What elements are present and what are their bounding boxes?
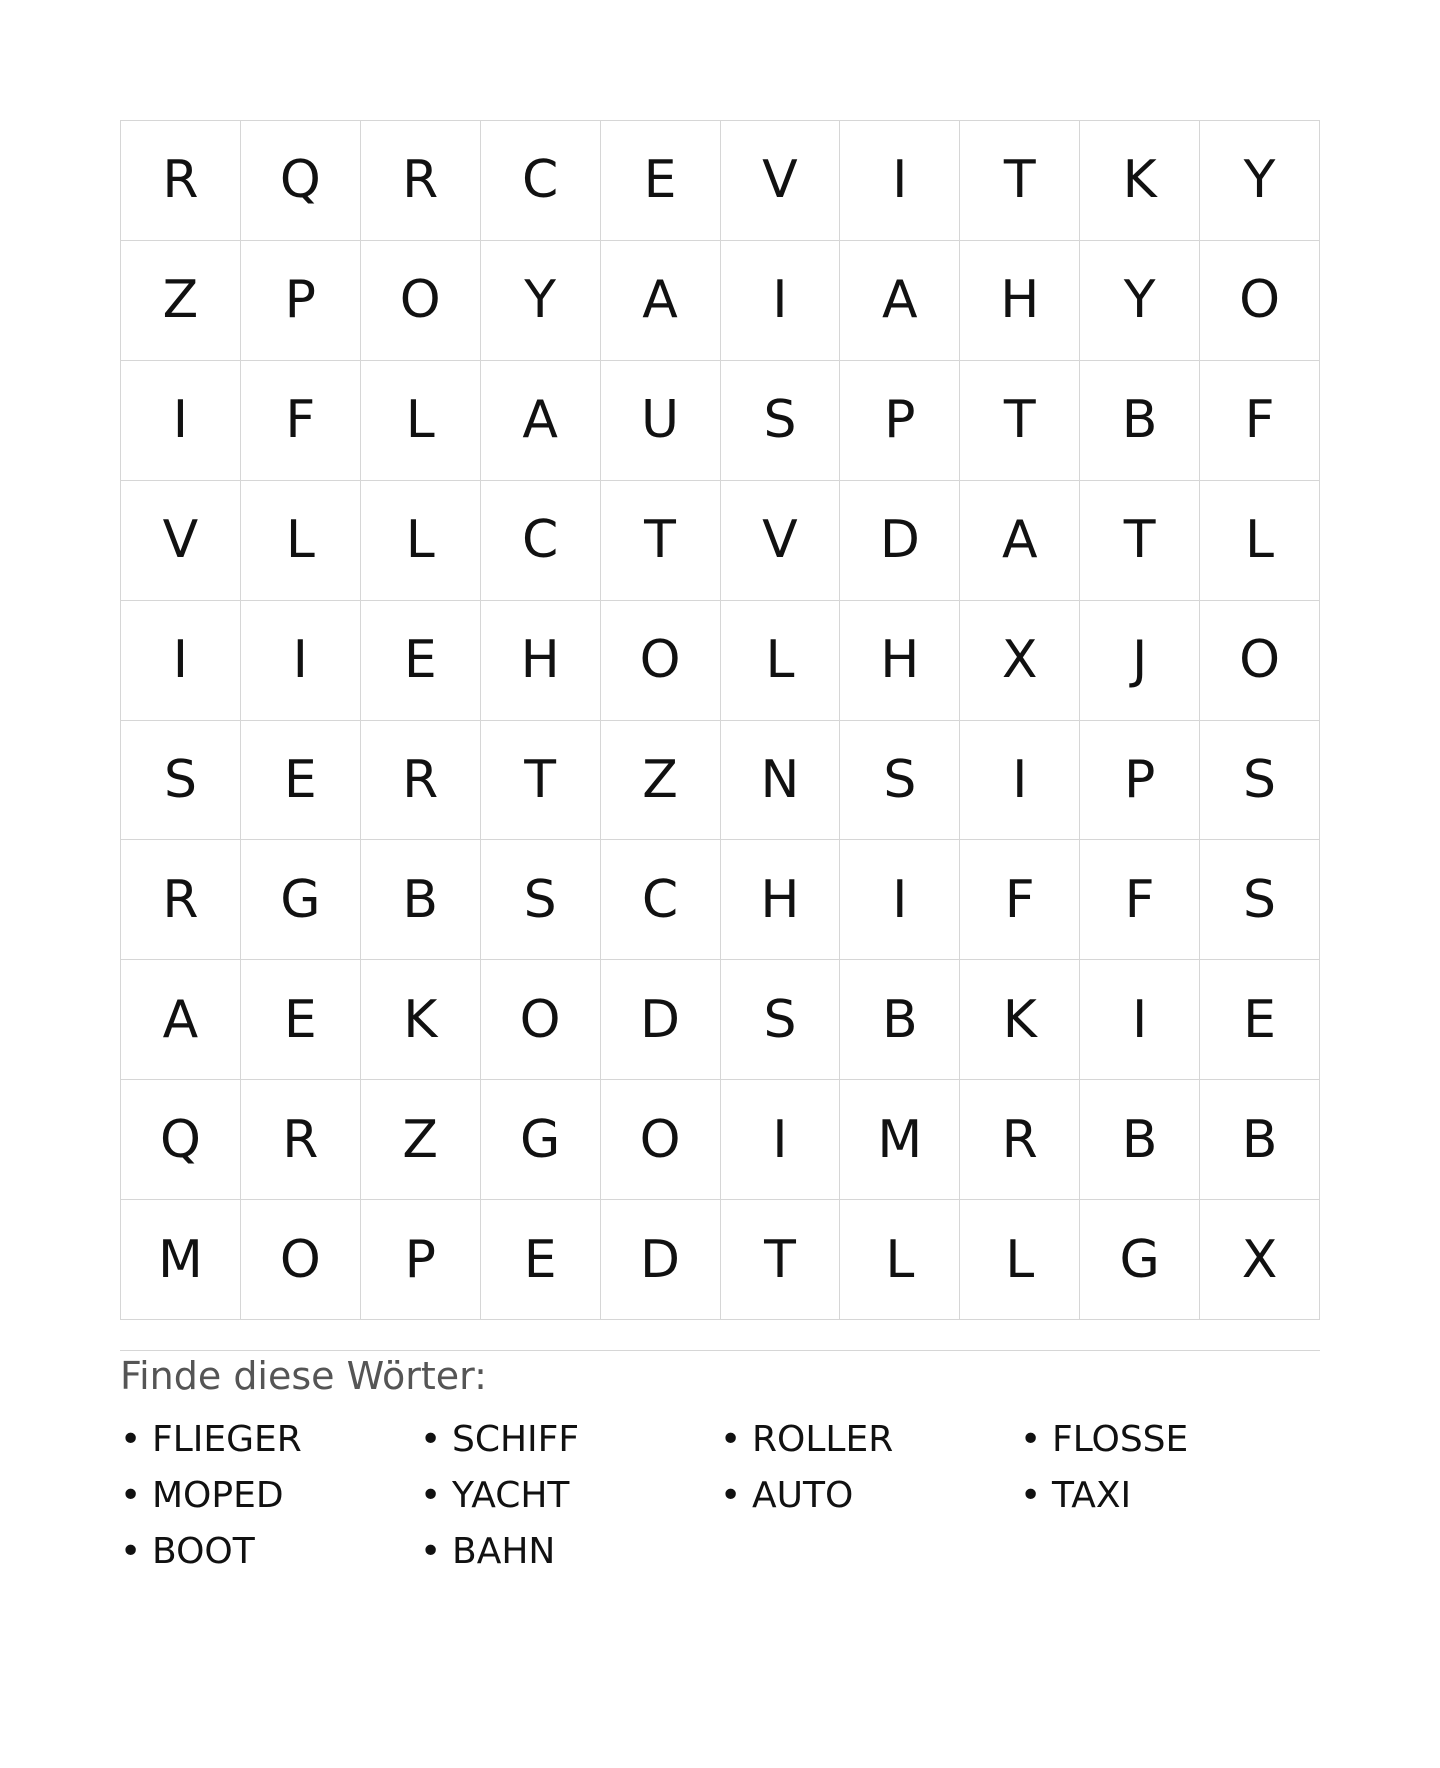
grid-cell[interactable]: E (241, 721, 361, 841)
grid-cell[interactable]: T (1080, 481, 1200, 601)
grid-cell[interactable]: P (241, 241, 361, 361)
grid-cell[interactable]: O (481, 960, 601, 1080)
grid-cell[interactable]: S (481, 840, 601, 960)
grid-cell[interactable]: J (1080, 601, 1200, 721)
grid-cell[interactable]: I (241, 601, 361, 721)
grid-cell[interactable]: F (1200, 361, 1320, 481)
grid-cell[interactable]: K (960, 960, 1080, 1080)
grid-cell[interactable]: Z (121, 241, 241, 361)
word-list-item (1020, 1468, 1320, 1524)
grid-cell[interactable]: O (361, 241, 481, 361)
grid-cell[interactable]: I (840, 121, 960, 241)
grid-cell[interactable]: L (241, 481, 361, 601)
grid-cell[interactable]: U (601, 361, 721, 481)
grid-cell[interactable]: Q (121, 1080, 241, 1200)
grid-cell[interactable]: O (241, 1200, 361, 1320)
grid-cell[interactable]: D (601, 1200, 721, 1320)
grid-cell[interactable]: R (361, 721, 481, 841)
word-list-item (120, 1412, 420, 1468)
grid-cell[interactable]: R (121, 121, 241, 241)
grid-cell[interactable]: L (960, 1200, 1080, 1320)
grid-cell[interactable]: H (721, 840, 841, 960)
grid-cell[interactable]: I (840, 840, 960, 960)
grid-cell[interactable]: Z (361, 1080, 481, 1200)
grid-cell[interactable]: G (481, 1080, 601, 1200)
grid-cell[interactable]: E (1200, 960, 1320, 1080)
grid-cell[interactable]: X (1200, 1200, 1320, 1320)
word-list-item (1020, 1412, 1320, 1468)
grid-cell[interactable]: B (1200, 1080, 1320, 1200)
grid-cell[interactable]: E (601, 121, 721, 241)
grid-cell[interactable]: K (361, 960, 481, 1080)
grid-cell[interactable]: G (241, 840, 361, 960)
grid-cell[interactable]: M (121, 1200, 241, 1320)
grid-cell[interactable]: R (121, 840, 241, 960)
grid-cell[interactable]: L (361, 481, 481, 601)
grid-cell[interactable]: L (1200, 481, 1320, 601)
grid-cell[interactable]: D (601, 960, 721, 1080)
letter-grid (120, 120, 1320, 1320)
word-list-item (420, 1468, 720, 1524)
word-label: YACHT (452, 1475, 570, 1516)
grid-cell[interactable]: S (840, 721, 960, 841)
grid-cell[interactable]: I (1080, 960, 1200, 1080)
word-list-item (120, 1468, 420, 1524)
grid-cell[interactable]: Y (1200, 121, 1320, 241)
grid-cell[interactable]: I (121, 361, 241, 481)
grid-cell[interactable]: S (121, 721, 241, 841)
grid-cell[interactable]: V (121, 481, 241, 601)
bullet-icon: • (1020, 1475, 1042, 1516)
grid-cell[interactable]: V (721, 481, 841, 601)
word-label: BOOT (152, 1531, 255, 1572)
grid-cell[interactable]: B (1080, 361, 1200, 481)
grid-cell[interactable]: R (241, 1080, 361, 1200)
grid-cell[interactable]: L (361, 361, 481, 481)
word-list-item (420, 1412, 720, 1468)
word-list-item (720, 1468, 1020, 1524)
grid-cell[interactable]: P (840, 361, 960, 481)
grid-cell[interactable]: H (840, 601, 960, 721)
word-label: SCHIFF (452, 1419, 580, 1460)
bullet-icon: • (420, 1475, 442, 1516)
grid-cell[interactable]: T (601, 481, 721, 601)
word-label: BAHN (452, 1531, 556, 1572)
grid-cell[interactable]: Y (481, 241, 601, 361)
grid-cell[interactable]: I (721, 1080, 841, 1200)
grid-cell[interactable]: R (960, 1080, 1080, 1200)
word-label: ROLLER (752, 1419, 894, 1460)
word-label: AUTO (752, 1475, 854, 1516)
grid-cell[interactable]: S (721, 960, 841, 1080)
grid-cell[interactable]: F (1080, 840, 1200, 960)
grid-cell[interactable]: A (481, 361, 601, 481)
grid-cell[interactable]: E (481, 1200, 601, 1320)
grid-cell[interactable]: E (361, 601, 481, 721)
grid-cell[interactable]: T (721, 1200, 841, 1320)
grid-cell[interactable]: O (601, 1080, 721, 1200)
grid-cell[interactable]: H (481, 601, 601, 721)
grid-cell[interactable]: Y (1080, 241, 1200, 361)
instructions-heading: Finde diese Wörter: (120, 1354, 487, 1398)
grid-cell[interactable]: A (601, 241, 721, 361)
word-list-item (720, 1412, 1020, 1468)
grid-cell[interactable]: S (721, 361, 841, 481)
grid-cell[interactable]: I (960, 721, 1080, 841)
grid-cell[interactable]: B (1080, 1080, 1200, 1200)
grid-cell[interactable]: T (481, 721, 601, 841)
grid-cell[interactable]: Q (241, 121, 361, 241)
grid-cell[interactable]: E (241, 960, 361, 1080)
bullet-icon: • (120, 1531, 142, 1572)
grid-cell[interactable]: L (840, 1200, 960, 1320)
grid-cell[interactable]: M (840, 1080, 960, 1200)
grid-cell[interactable]: A (121, 960, 241, 1080)
grid-cell[interactable]: P (1080, 721, 1200, 841)
word-label: MOPED (152, 1475, 284, 1516)
grid-cell[interactable]: O (1200, 241, 1320, 361)
word-label: TAXI (1052, 1475, 1132, 1516)
grid-cell[interactable]: C (481, 481, 601, 601)
grid-cell[interactable]: A (840, 241, 960, 361)
grid-cell[interactable]: D (840, 481, 960, 601)
word-label: FLOSSE (1052, 1419, 1189, 1460)
bullet-icon: • (420, 1531, 442, 1572)
bullet-icon: • (120, 1419, 142, 1460)
grid-cell[interactable]: P (361, 1200, 481, 1320)
grid-cell[interactable]: I (721, 241, 841, 361)
grid-cell[interactable]: A (960, 481, 1080, 601)
grid-cell[interactable]: Z (601, 721, 721, 841)
grid-cell[interactable]: F (960, 840, 1080, 960)
grid-cell[interactable]: B (361, 840, 481, 960)
grid-cell[interactable]: C (601, 840, 721, 960)
word-label: FLIEGER (152, 1419, 302, 1460)
grid-cell[interactable]: F (241, 361, 361, 481)
grid-cell[interactable]: T (960, 361, 1080, 481)
divider (120, 1350, 1320, 1351)
grid-cell[interactable]: X (960, 601, 1080, 721)
grid-cell[interactable]: O (1200, 601, 1320, 721)
grid-cell[interactable]: B (840, 960, 960, 1080)
grid-cell[interactable]: T (960, 121, 1080, 241)
grid-cell[interactable]: S (1200, 721, 1320, 841)
grid-cell[interactable]: O (601, 601, 721, 721)
word-list-item (120, 1524, 420, 1580)
bullet-icon: • (720, 1419, 742, 1460)
grid-cell[interactable]: V (721, 121, 841, 241)
bullet-icon: • (420, 1419, 442, 1460)
grid-cell[interactable]: H (960, 241, 1080, 361)
grid-cell[interactable]: G (1080, 1200, 1200, 1320)
word-list (120, 1412, 1320, 1580)
bullet-icon: • (720, 1475, 742, 1516)
grid-cell[interactable]: L (721, 601, 841, 721)
bullet-icon: • (120, 1475, 142, 1516)
bullet-icon: • (1020, 1419, 1042, 1460)
word-list-item (420, 1524, 720, 1580)
grid-cell[interactable]: N (721, 721, 841, 841)
grid-cell[interactable]: K (1080, 121, 1200, 241)
grid-cell[interactable]: I (121, 601, 241, 721)
grid-cell[interactable]: S (1200, 840, 1320, 960)
grid-cell[interactable]: R (361, 121, 481, 241)
grid-cell[interactable]: C (481, 121, 601, 241)
